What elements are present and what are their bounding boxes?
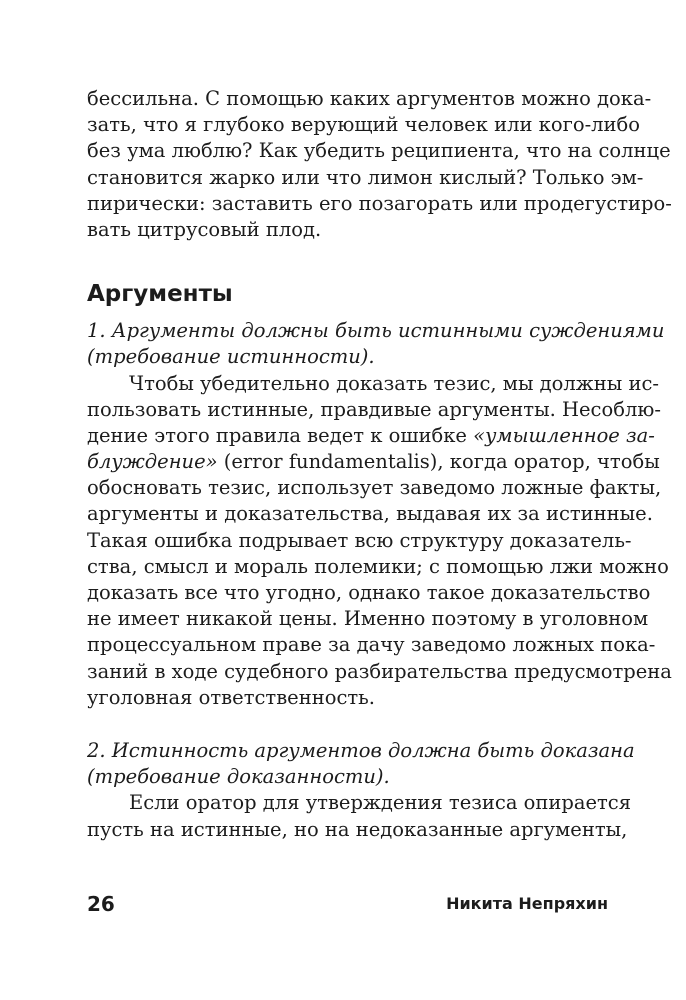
- text-line: пусть на истинные, но на недоказанные аргументы,: [87, 817, 628, 841]
- rule-line: (требование истинности).: [87, 345, 375, 369]
- rule-2: [87, 738, 635, 790]
- text-line: заний в ходе судебного разбирательства предусмотрена: [87, 659, 672, 683]
- paragraph-gap: [87, 711, 608, 738]
- text-line: Чтобы убедительно доказать тезис, мы должны ис-: [129, 371, 659, 395]
- paragraph-truth: [87, 371, 672, 711]
- rule-line: (требование доказанности).: [87, 765, 390, 789]
- rule-1: [87, 318, 665, 370]
- page-number: 26: [87, 892, 115, 916]
- text-line: бессильна. С помощью каких аргументов можно дока-: [87, 87, 652, 110]
- text-line: не имеет никакой цены. Именно поэтому в уголовном: [87, 607, 649, 631]
- text-line: без ума люблю? Как убедить реципиента, что на солнце: [87, 139, 671, 163]
- text-line: зать, что я глубоко верующий человек или кого-либо: [87, 113, 641, 137]
- rule-line: 1. Аргументы должны быть истинными суждениями: [87, 319, 665, 343]
- running-author: Никита Непряхин: [446, 894, 608, 913]
- paragraph-intro: [87, 86, 672, 243]
- text-line: обосновать тезис, использует заведомо ложные факты,: [87, 476, 662, 500]
- text-line: уголовная ответственность.: [87, 685, 375, 709]
- text-line: доказать все что угодно, однако такое доказательство: [87, 581, 651, 604]
- term-italic: блуждение»: [87, 450, 218, 474]
- text-line: пользовать истинные, правдивые аргументы. Несоблю-: [87, 397, 661, 421]
- text-line: аргументы и доказательства, выдавая их за истинные.: [87, 502, 653, 526]
- text-line: [87, 449, 660, 475]
- paragraph-proof: [87, 790, 632, 842]
- rule-line: 2. Истинность аргументов должна быть доказана: [87, 738, 635, 762]
- text-line: становится жарко или что лимон кислый? Только эм-: [87, 165, 644, 189]
- text-line: ства, смысл и мораль полемики; с помощью лжи можно: [87, 554, 669, 578]
- text-line: Такая ошибка подрывает всю структуру доказатель-: [87, 528, 632, 552]
- term-italic: «умышленное за-: [473, 423, 655, 447]
- text-fragment: дение этого правила ведет к ошибке: [87, 423, 474, 447]
- text-line: Если оратор для утверждения тезиса опирается: [129, 791, 632, 815]
- text-line: [87, 423, 655, 449]
- text-line: процессуальном праве за дачу заведомо ложных пока-: [87, 633, 656, 657]
- page-body: [87, 86, 672, 843]
- page-footer: [87, 892, 608, 922]
- text-line: пирически: заставить его позагорать или продегустиро-: [87, 191, 672, 215]
- section-heading: Аргументы: [87, 281, 233, 308]
- text-line: вать цитрусовый плод.: [87, 217, 322, 241]
- text-fragment: (error fundamentalis), когда оратор, чтобы: [217, 450, 660, 474]
